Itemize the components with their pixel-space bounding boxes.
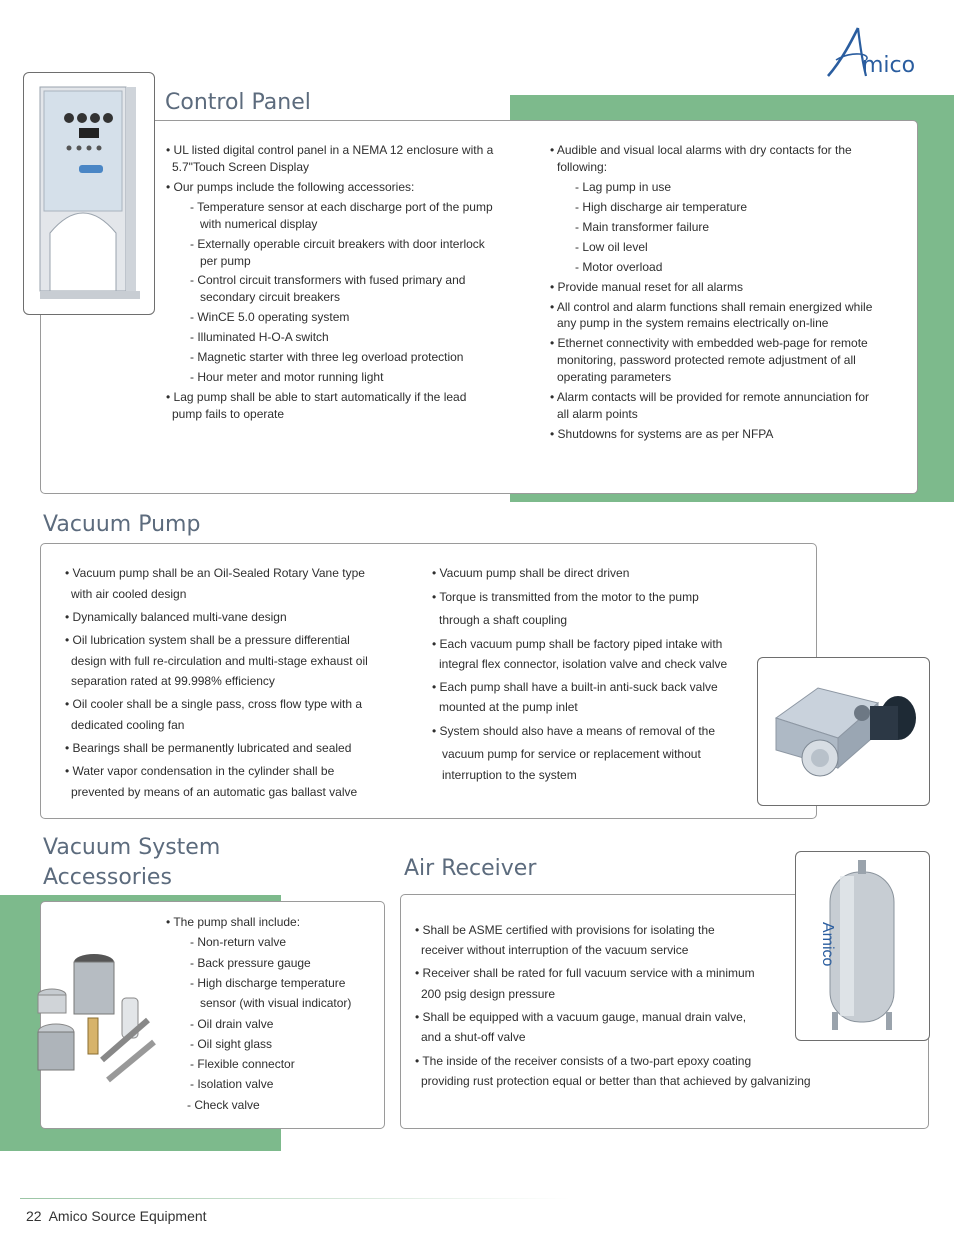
list-item: - Motor overload [575,260,663,274]
list-item: • Alarm contacts will be provided for remote annunciation for [550,390,870,404]
footer-title: Amico Source Equipment [48,1208,207,1224]
accessories-heading-line2: Accessories [43,865,172,890]
list-item: 5.7"Touch Screen Display [172,160,309,174]
air-receiver-image [795,851,930,1041]
list-item: • Shall be equipped with a vacuum gauge, manual drain valve, [415,1010,747,1024]
list-item: design with full re-circulation and multi-stage exhaust oil [71,654,368,668]
list-item: • Receiver shall be rated for full vacuum service with a minimum [415,966,755,980]
list-item: interruption to the system [442,768,577,782]
list-item: • Water vapor condensation in the cylinder shall be [65,764,335,778]
list-item: - Externally operable circuit breakers with door interlock [190,237,485,251]
list-item: - WinCE 5.0 operating system [190,310,350,324]
list-item: through a shaft coupling [439,613,568,627]
air-receiver-heading: Air Receiver [404,856,537,881]
list-item: mounted at the pump inlet [439,700,578,714]
list-item: - Illuminated H-O-A switch [190,330,329,344]
list-item: • Torque is transmitted from the motor to the pump [432,590,699,604]
list-item: all alarm points [557,407,638,421]
list-item: integral flex connector, isolation valve and check valve [439,657,728,671]
list-item: • All control and alarm functions shall remain energized while [550,300,873,314]
list-item: • Bearings shall be permanently lubricated and sealed [65,741,352,755]
list-item: • Our pumps include the following accessories: [166,180,415,194]
tank-label: Amico [819,922,836,967]
list-item: - Main transformer failure [575,220,710,234]
footer-divider [20,1198,570,1199]
vacuum-pump-image [757,657,930,806]
list-item: • Lag pump shall be able to start automatically if the lead [166,390,467,404]
list-item: • Vacuum pump shall be direct driven [432,566,630,580]
list-item: separation rated at 99.998% efficiency [71,674,275,688]
list-item: - High discharge air temperature [575,200,748,214]
list-item: monitoring, password protected remote adjustment of all [557,353,856,367]
list-item: 200 psig design pressure [421,987,556,1001]
list-item: • UL listed digital control panel in a NEMA 12 enclosure with a [166,143,494,157]
list-item: with air cooled design [71,587,187,601]
list-item: vacuum pump for service or replacement without [442,747,701,761]
list-item: - Hour meter and motor running light [190,370,384,384]
list-item: • System should also have a means of removal of the [432,724,716,738]
list-item: pump fails to operate [172,407,285,421]
list-item: per pump [200,254,251,268]
list-item: - Low oil level [575,240,648,254]
list-item: • Provide manual reset for all alarms [550,280,743,294]
list-item: • Oil cooler shall be a single pass, cross flow type with a [65,697,362,711]
list-item: prevented by means of an automatic gas ballast valve [71,785,358,799]
accessories-heading-line1: Vacuum System [43,835,221,860]
list-item: secondary circuit breakers [200,290,341,304]
list-item: dedicated cooling fan [71,718,185,732]
list-item: - Lag pump in use [575,180,672,194]
list-item: • Each pump shall have a built-in anti-suck back valve [432,680,718,694]
amico-logo [822,20,932,80]
list-item: • The pump shall include: [166,915,301,929]
list-item: • Dynamically balanced multi-vane design [65,610,287,624]
list-item: - Control circuit transformers with fused primary and [190,273,466,287]
list-item: providing rust protection equal or better than that achieved by galvanizing [421,1074,811,1088]
vacuum-pump-heading: Vacuum Pump [43,512,201,537]
list-item: following: [557,160,608,174]
list-item: - Oil sight glass [190,1037,273,1051]
list-item: - Temperature sensor at each discharge port of the pump [190,200,493,214]
list-item: and a shut-off valve [421,1030,526,1044]
list-item: any pump in the system remains electrically on-line [557,316,829,330]
list-item: • Audible and visual local alarms with dry contacts for the [550,143,852,157]
control-panel-image [23,72,155,315]
list-item: - Back pressure gauge [190,956,311,970]
list-item: - Check valve [187,1098,260,1112]
list-item: sensor (with visual indicator) [200,996,352,1010]
list-item: operating parameters [557,370,672,384]
list-item: • The inside of the receiver consists of a two-part epoxy coating [415,1054,752,1068]
list-item: • Each vacuum pump shall be factory piped intake with [432,637,723,651]
page-number: 22 [26,1208,42,1224]
footer [26,1208,207,1224]
list-item: • Shutdowns for systems are as per NFPA [550,427,774,441]
list-item: receiver without interruption of the vacuum service [421,943,689,957]
list-item: - Oil drain valve [190,1017,274,1031]
list-item: with numerical display [200,217,318,231]
list-item: • Ethernet connectivity with embedded web-page for remote [550,336,868,350]
list-item: - Isolation valve [190,1077,274,1091]
accessories-image [30,950,160,1090]
list-item: - High discharge temperature [190,976,346,990]
list-item: • Vacuum pump shall be an Oil-Sealed Rotary Vane type [65,566,365,580]
list-item: • Oil lubrication system shall be a pressure differential [65,633,350,647]
control-panel-heading: Control Panel [165,90,311,115]
list-item: - Non-return valve [190,935,287,949]
list-item: - Flexible connector [190,1057,295,1071]
logo-suffix: mico [862,53,916,78]
list-item: • Shall be ASME certified with provisions for isolating the [415,923,715,937]
list-item: - Magnetic starter with three leg overload protection [190,350,464,364]
